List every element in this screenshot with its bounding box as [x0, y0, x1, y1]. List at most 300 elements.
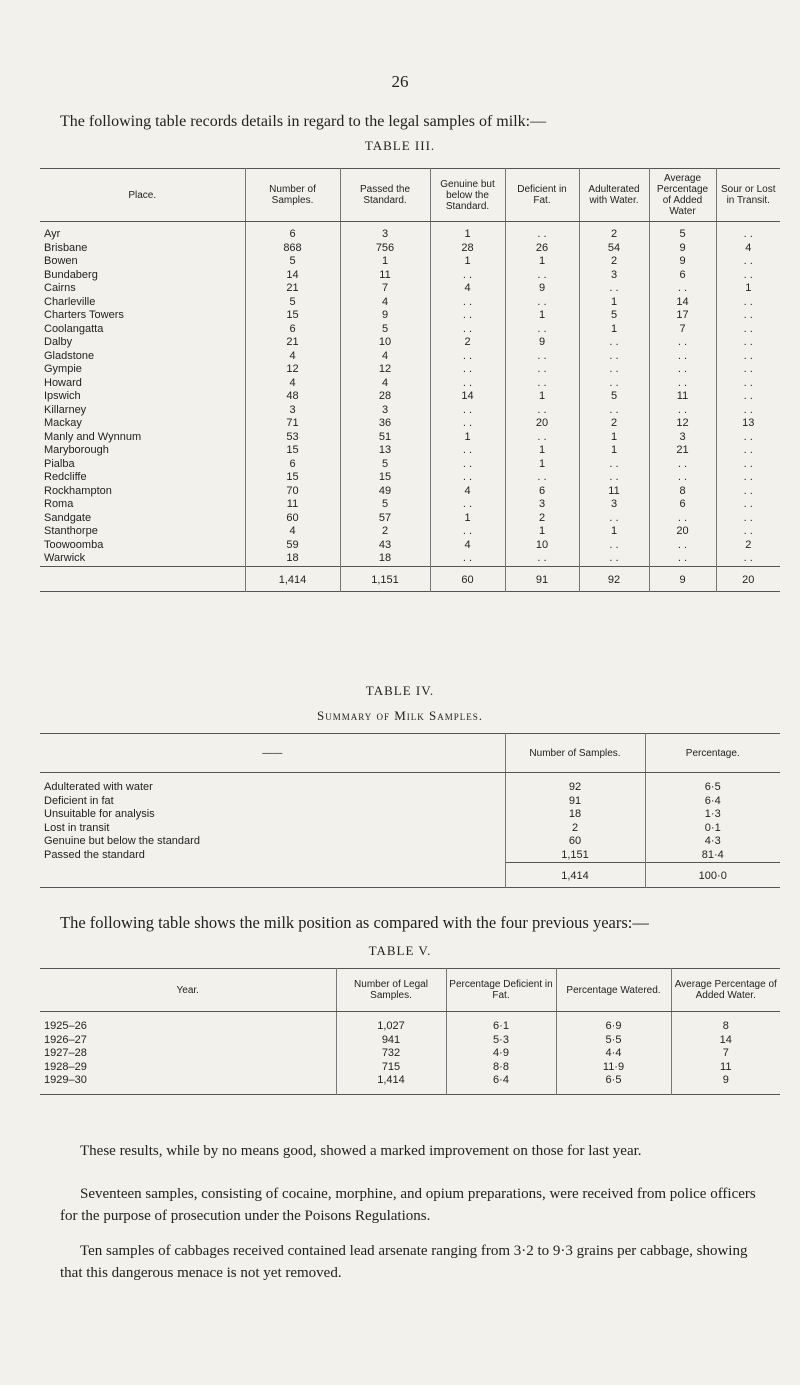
- summary-cell: 1,151: [505, 849, 645, 863]
- summary-cell: 91: [505, 795, 645, 809]
- t3-header-place: Place.: [40, 169, 245, 222]
- table-cell: 14: [245, 269, 340, 283]
- table-cell: 4: [340, 296, 430, 310]
- table-cell: 2: [505, 512, 579, 526]
- table-cell: 11: [245, 498, 340, 512]
- table-cell: 1: [579, 525, 649, 539]
- place-name: Warwick: [44, 552, 86, 564]
- comparison-text: The following table shows the milk position as compared with the four previous years:—: [60, 913, 649, 932]
- table-row: [40, 458, 780, 472]
- place-name: Gympie: [44, 363, 82, 375]
- table-cell: . .: [716, 309, 780, 323]
- year-row: [40, 1034, 780, 1048]
- table-cell: 9: [505, 336, 579, 350]
- table-cell: 4: [245, 377, 340, 391]
- t5-header-year: Year.: [40, 969, 336, 1012]
- table-row: [40, 498, 780, 512]
- table-cell: . .: [430, 404, 505, 418]
- table-cell: . .: [430, 309, 505, 323]
- summary-cell: 81·4: [645, 849, 780, 863]
- table-cell: 3: [340, 404, 430, 418]
- summary-cell: 1·3: [645, 808, 780, 822]
- table-cell: 1: [505, 255, 579, 269]
- year-cell: 5·3: [446, 1034, 556, 1048]
- place-name: Ipswich: [44, 390, 81, 402]
- paragraph-cabbages: Ten samples of cabbages received contained lead arsenate ranging from 3·2 to 9·3 grains per cabbage, showing that this dangerous menace is not yet removed.: [60, 1243, 748, 1281]
- summary-cell: 4·3: [645, 835, 780, 849]
- table-cell: 20: [505, 417, 579, 431]
- table-cell: . .: [430, 552, 505, 566]
- table-cell: 11: [579, 485, 649, 499]
- table-cell: . .: [716, 552, 780, 566]
- table-cell: 1: [505, 390, 579, 404]
- place-name: Ayr: [44, 228, 61, 240]
- table-row: [40, 471, 780, 485]
- table-cell: 12: [649, 417, 716, 431]
- table-cell: 7: [649, 323, 716, 337]
- year-row: [40, 1047, 780, 1061]
- table-cell: . .: [505, 404, 579, 418]
- table-cell: 20: [649, 525, 716, 539]
- table-cell: 3: [649, 431, 716, 445]
- table-cell: 6: [649, 269, 716, 283]
- t3-header-genuine: Genuine but below the Standard.: [430, 169, 505, 222]
- table-cell: 2: [340, 525, 430, 539]
- table-cell: . .: [430, 498, 505, 512]
- table-cell: 4: [430, 485, 505, 499]
- summary-cell: 6·5: [645, 773, 780, 795]
- year-cell: 6·9: [556, 1012, 671, 1034]
- place-name: Mackay: [44, 417, 82, 429]
- summary-label: Genuine but below the standard: [44, 835, 200, 847]
- year-cell: 941: [336, 1034, 446, 1048]
- table-cell: . .: [716, 222, 780, 242]
- year-label: 1928–29: [44, 1060, 87, 1073]
- place-name: Sandgate: [44, 511, 92, 524]
- table-cell: . .: [505, 323, 579, 337]
- table-cell: 28: [430, 242, 505, 256]
- table-cell: 14: [649, 296, 716, 310]
- t3-header-passed: Passed the Standard.: [340, 169, 430, 222]
- summary-row: [40, 773, 780, 795]
- table-cell: 3: [579, 498, 649, 512]
- table-cell: 6: [245, 458, 340, 472]
- table-cell: . .: [649, 539, 716, 553]
- table-cell: 1: [716, 282, 780, 296]
- table-cell: 5: [579, 309, 649, 323]
- summary-cell: 0·1: [645, 822, 780, 836]
- table-cell: . .: [649, 282, 716, 296]
- table-cell: 12: [340, 363, 430, 377]
- year-cell: 4·4: [556, 1047, 671, 1061]
- table-cell: . .: [505, 471, 579, 485]
- place-name: Rockhampton: [44, 484, 112, 497]
- table-cell: 49: [340, 485, 430, 499]
- table-cell: 5: [340, 458, 430, 472]
- table-cell: . .: [430, 471, 505, 485]
- summary-cell: 18: [505, 808, 645, 822]
- summary-label: Unsuitable for analysis: [44, 808, 155, 820]
- year-cell: 1,414: [336, 1074, 446, 1094]
- table-cell: . .: [505, 363, 579, 377]
- table-cell: 1: [505, 309, 579, 323]
- table-cell: 8: [649, 485, 716, 499]
- table-cell: 48: [245, 390, 340, 404]
- table-cell: 43: [340, 539, 430, 553]
- table-cell: . .: [649, 363, 716, 377]
- summary-total-cell: 1,414: [505, 863, 645, 888]
- table-cell: 1: [505, 525, 579, 539]
- table-cell: 756: [340, 242, 430, 256]
- table4: [40, 733, 780, 888]
- table-cell: 21: [245, 282, 340, 296]
- year-row: [40, 1061, 780, 1075]
- table-cell: 3: [245, 404, 340, 418]
- year-cell: 4·9: [446, 1047, 556, 1061]
- table-row: [40, 444, 780, 458]
- table-cell: 4: [245, 350, 340, 364]
- place-name: Gladstone: [44, 349, 95, 362]
- total-cell: 1,151: [340, 566, 430, 591]
- table-cell: 13: [340, 444, 430, 458]
- table-row: [40, 269, 780, 283]
- table-cell: 10: [505, 539, 579, 553]
- year-cell: 8: [671, 1012, 780, 1034]
- table-cell: 4: [340, 377, 430, 391]
- table-row: [40, 539, 780, 553]
- table-cell: 6: [649, 498, 716, 512]
- table-cell: 1: [505, 458, 579, 472]
- table-cell: 9: [505, 282, 579, 296]
- summary-row: [40, 795, 780, 809]
- place-name: Cairns: [44, 282, 76, 294]
- table-cell: . .: [579, 350, 649, 364]
- table-cell: 4: [340, 350, 430, 364]
- table-cell: . .: [579, 512, 649, 526]
- table-cell: 1: [430, 431, 505, 445]
- total-cell: [40, 566, 245, 591]
- table-row: [40, 282, 780, 296]
- table-cell: . .: [505, 269, 579, 283]
- table-cell: 2: [579, 417, 649, 431]
- table-cell: 868: [245, 242, 340, 256]
- table-cell: 5: [579, 390, 649, 404]
- table-cell: . .: [716, 336, 780, 350]
- total-cell: 60: [430, 566, 505, 591]
- table-cell: 15: [245, 444, 340, 458]
- table-row: [40, 336, 780, 350]
- table-cell: . .: [716, 444, 780, 458]
- place-name: Charleville: [44, 295, 96, 308]
- table-cell: 60: [245, 512, 340, 526]
- table-row: [40, 222, 780, 242]
- table-cell: 2: [579, 255, 649, 269]
- t5-header-samples: Number of Legal Samples.: [336, 969, 446, 1012]
- table-cell: . .: [716, 512, 780, 526]
- table-cell: 14: [430, 390, 505, 404]
- table-cell: 15: [245, 471, 340, 485]
- table-cell: 1: [505, 444, 579, 458]
- summary-cell: 92: [505, 773, 645, 795]
- table-cell: 59: [245, 539, 340, 553]
- table-cell: . .: [716, 296, 780, 310]
- table-cell: . .: [430, 323, 505, 337]
- table-cell: 21: [649, 444, 716, 458]
- table4-subtitle: Summary of Milk Samples.: [316, 708, 484, 723]
- place-name: Toowoomba: [44, 538, 104, 551]
- table-cell: 70: [245, 485, 340, 499]
- table-cell: . .: [649, 471, 716, 485]
- table-cell: . .: [505, 377, 579, 391]
- table-cell: 6: [245, 323, 340, 337]
- table-cell: . .: [505, 222, 579, 242]
- place-name: Charters Towers: [44, 309, 124, 321]
- table-cell: 2: [716, 539, 780, 553]
- table-row: [40, 404, 780, 418]
- table-cell: . .: [649, 552, 716, 566]
- table-row: [40, 525, 780, 539]
- table-cell: 18: [340, 552, 430, 566]
- summary-totals-row: [40, 863, 780, 888]
- table-cell: . .: [430, 296, 505, 310]
- t5-header-avg-water: Average Percentage of Added Water.: [671, 969, 780, 1012]
- table-cell: 28: [340, 390, 430, 404]
- table-cell: 17: [649, 309, 716, 323]
- year-cell: 14: [671, 1034, 780, 1048]
- summary-cell: 6·4: [645, 795, 780, 809]
- table-cell: 5: [340, 498, 430, 512]
- table-row: [40, 296, 780, 310]
- table-cell: . .: [716, 363, 780, 377]
- table-cell: . .: [716, 255, 780, 269]
- table-cell: . .: [579, 336, 649, 350]
- table-cell: 18: [245, 552, 340, 566]
- summary-total-cell: 100·0: [645, 863, 780, 888]
- table-cell: 4: [430, 539, 505, 553]
- summary-cell: 60: [505, 835, 645, 849]
- table-row: [40, 309, 780, 323]
- t4-header-percentage: Percentage.: [645, 734, 780, 773]
- table-cell: . .: [716, 404, 780, 418]
- table-cell: 5: [340, 323, 430, 337]
- summary-row: [40, 835, 780, 849]
- year-cell: 9: [671, 1074, 780, 1094]
- table-cell: . .: [430, 363, 505, 377]
- t3-header-avg-water: Average Percentage of Added Water: [649, 169, 716, 222]
- table-cell: . .: [716, 323, 780, 337]
- year-cell: 7: [671, 1047, 780, 1061]
- table-cell: . .: [716, 377, 780, 391]
- year-cell: 8·8: [446, 1061, 556, 1075]
- t5-header-watered: Percentage Watered.: [556, 969, 671, 1012]
- table-cell: 51: [340, 431, 430, 445]
- table-cell: . .: [430, 525, 505, 539]
- table-cell: 11: [649, 390, 716, 404]
- table-cell: . .: [579, 377, 649, 391]
- table-cell: . .: [716, 498, 780, 512]
- table-cell: 4: [430, 282, 505, 296]
- place-name: Killarney: [44, 403, 87, 416]
- place-name: Howard: [44, 376, 82, 389]
- year-cell: 11: [671, 1061, 780, 1075]
- t3-header-samples: Number of Samples.: [245, 169, 340, 222]
- table-cell: . .: [579, 539, 649, 553]
- table-cell: 1: [579, 296, 649, 310]
- table-cell: . .: [716, 525, 780, 539]
- table3-caption: TABLE III.: [364, 138, 436, 153]
- table4-caption: TABLE IV.: [365, 683, 435, 698]
- place-name: Roma: [44, 498, 74, 510]
- year-row: [40, 1012, 780, 1034]
- table-row: [40, 485, 780, 499]
- table-cell: 53: [245, 431, 340, 445]
- summary-row: [40, 822, 780, 836]
- summary-label: Deficient in fat: [44, 794, 114, 807]
- table-cell: 1: [579, 444, 649, 458]
- year-cell: 6·4: [446, 1074, 556, 1094]
- table-cell: 1: [340, 255, 430, 269]
- table-cell: . .: [579, 363, 649, 377]
- table-cell: 4: [716, 242, 780, 256]
- paragraph-poisons: Seventeen samples, consisting of cocaine, morphine, and opium preparations, were received from police officers for the purpose of prosecution under the Poisons Regulations.: [60, 1186, 756, 1224]
- table-cell: . .: [649, 336, 716, 350]
- table-cell: 57: [340, 512, 430, 526]
- summary-cell: 2: [505, 822, 645, 836]
- place-name: Brisbane: [44, 241, 88, 254]
- table-cell: . .: [430, 444, 505, 458]
- total-cell: 1,414: [245, 566, 340, 591]
- summary-row: [40, 849, 780, 863]
- table-cell: . .: [430, 377, 505, 391]
- table-row: [40, 417, 780, 431]
- total-cell: 92: [579, 566, 649, 591]
- table-cell: 2: [430, 336, 505, 350]
- table-row: [40, 552, 780, 566]
- table-cell: . .: [716, 269, 780, 283]
- summary-label: Adulterated with water: [44, 781, 153, 793]
- place-name: Coolangatta: [44, 322, 104, 335]
- table-row: [40, 390, 780, 404]
- table-cell: . .: [649, 512, 716, 526]
- summary-label: Lost in transit: [44, 821, 110, 834]
- table-cell: 13: [716, 417, 780, 431]
- table-cell: . .: [505, 552, 579, 566]
- table-cell: 3: [579, 269, 649, 283]
- place-name: Stanthorpe: [44, 525, 98, 537]
- t3-header-sour: Sour or Lost in Transit.: [716, 169, 780, 222]
- table-row: [40, 377, 780, 391]
- table-row: [40, 431, 780, 445]
- table-cell: 6: [505, 485, 579, 499]
- table-row: [40, 323, 780, 337]
- table-cell: 1: [430, 255, 505, 269]
- table-cell: . .: [649, 458, 716, 472]
- table-cell: . .: [430, 350, 505, 364]
- table-cell: . .: [716, 390, 780, 404]
- table-cell: 54: [579, 242, 649, 256]
- table-cell: 26: [505, 242, 579, 256]
- totals-row: [40, 566, 780, 591]
- table-cell: . .: [716, 431, 780, 445]
- year-label: 1927–28: [44, 1047, 87, 1059]
- table-cell: 7: [340, 282, 430, 296]
- place-name: Pialba: [44, 457, 75, 470]
- table-row: [40, 255, 780, 269]
- table5-caption: TABLE V.: [368, 943, 432, 958]
- table-cell: . .: [430, 458, 505, 472]
- year-label: 1926–27: [44, 1033, 87, 1046]
- table-cell: . .: [505, 350, 579, 364]
- year-cell: 11·9: [556, 1061, 671, 1075]
- table-cell: 1: [579, 323, 649, 337]
- table-row: [40, 363, 780, 377]
- table-cell: 5: [245, 296, 340, 310]
- table-cell: 15: [245, 309, 340, 323]
- intro-text: The following table records details in regard to the legal samples of milk:—: [60, 113, 547, 130]
- summary-row: [40, 808, 780, 822]
- table-cell: . .: [716, 471, 780, 485]
- table-cell: 1: [430, 222, 505, 242]
- year-label: 1929–30: [44, 1074, 87, 1086]
- summary-label: Passed the standard: [44, 848, 145, 861]
- table-cell: 3: [340, 222, 430, 242]
- table-cell: 2: [579, 222, 649, 242]
- table-cell: . .: [716, 485, 780, 499]
- table-cell: . .: [716, 350, 780, 364]
- table-cell: 71: [245, 417, 340, 431]
- table-cell: 12: [245, 363, 340, 377]
- table-cell: 5: [649, 222, 716, 242]
- total-cell: 91: [505, 566, 579, 591]
- page-number: 26: [391, 72, 409, 91]
- table-cell: 3: [505, 498, 579, 512]
- t4-header-samples: Number of Samples.: [505, 734, 645, 773]
- table-cell: . .: [505, 296, 579, 310]
- table-cell: . .: [579, 552, 649, 566]
- place-name: Bowen: [44, 255, 78, 267]
- t5-header-deficient: Percentage Deficient in Fat.: [446, 969, 556, 1012]
- t3-header-adulterated: Adulterated with Water.: [579, 169, 649, 222]
- table-cell: 1: [579, 431, 649, 445]
- year-cell: 715: [336, 1061, 446, 1075]
- table-cell: . .: [579, 471, 649, 485]
- table-row: [40, 242, 780, 256]
- year-cell: 5·5: [556, 1034, 671, 1048]
- table-cell: 15: [340, 471, 430, 485]
- table-cell: 1: [430, 512, 505, 526]
- table-cell: 11: [340, 269, 430, 283]
- year-cell: 6·5: [556, 1074, 671, 1094]
- place-name: Redcliffe: [44, 471, 87, 483]
- table-row: [40, 512, 780, 526]
- total-cell: 20: [716, 566, 780, 591]
- table-cell: 4: [245, 525, 340, 539]
- table-cell: . .: [505, 431, 579, 445]
- year-label: 1925–26: [44, 1020, 87, 1032]
- table-cell: . .: [579, 282, 649, 296]
- table-cell: . .: [716, 458, 780, 472]
- table-row: [40, 350, 780, 364]
- year-row: [40, 1074, 780, 1094]
- table-cell: . .: [649, 404, 716, 418]
- table-cell: . .: [579, 404, 649, 418]
- year-cell: 6·1: [446, 1012, 556, 1034]
- table-cell: . .: [430, 417, 505, 431]
- table-cell: . .: [430, 269, 505, 283]
- t4-header-blank: ——: [40, 734, 505, 773]
- table-cell: 9: [649, 242, 716, 256]
- table3: [40, 168, 780, 592]
